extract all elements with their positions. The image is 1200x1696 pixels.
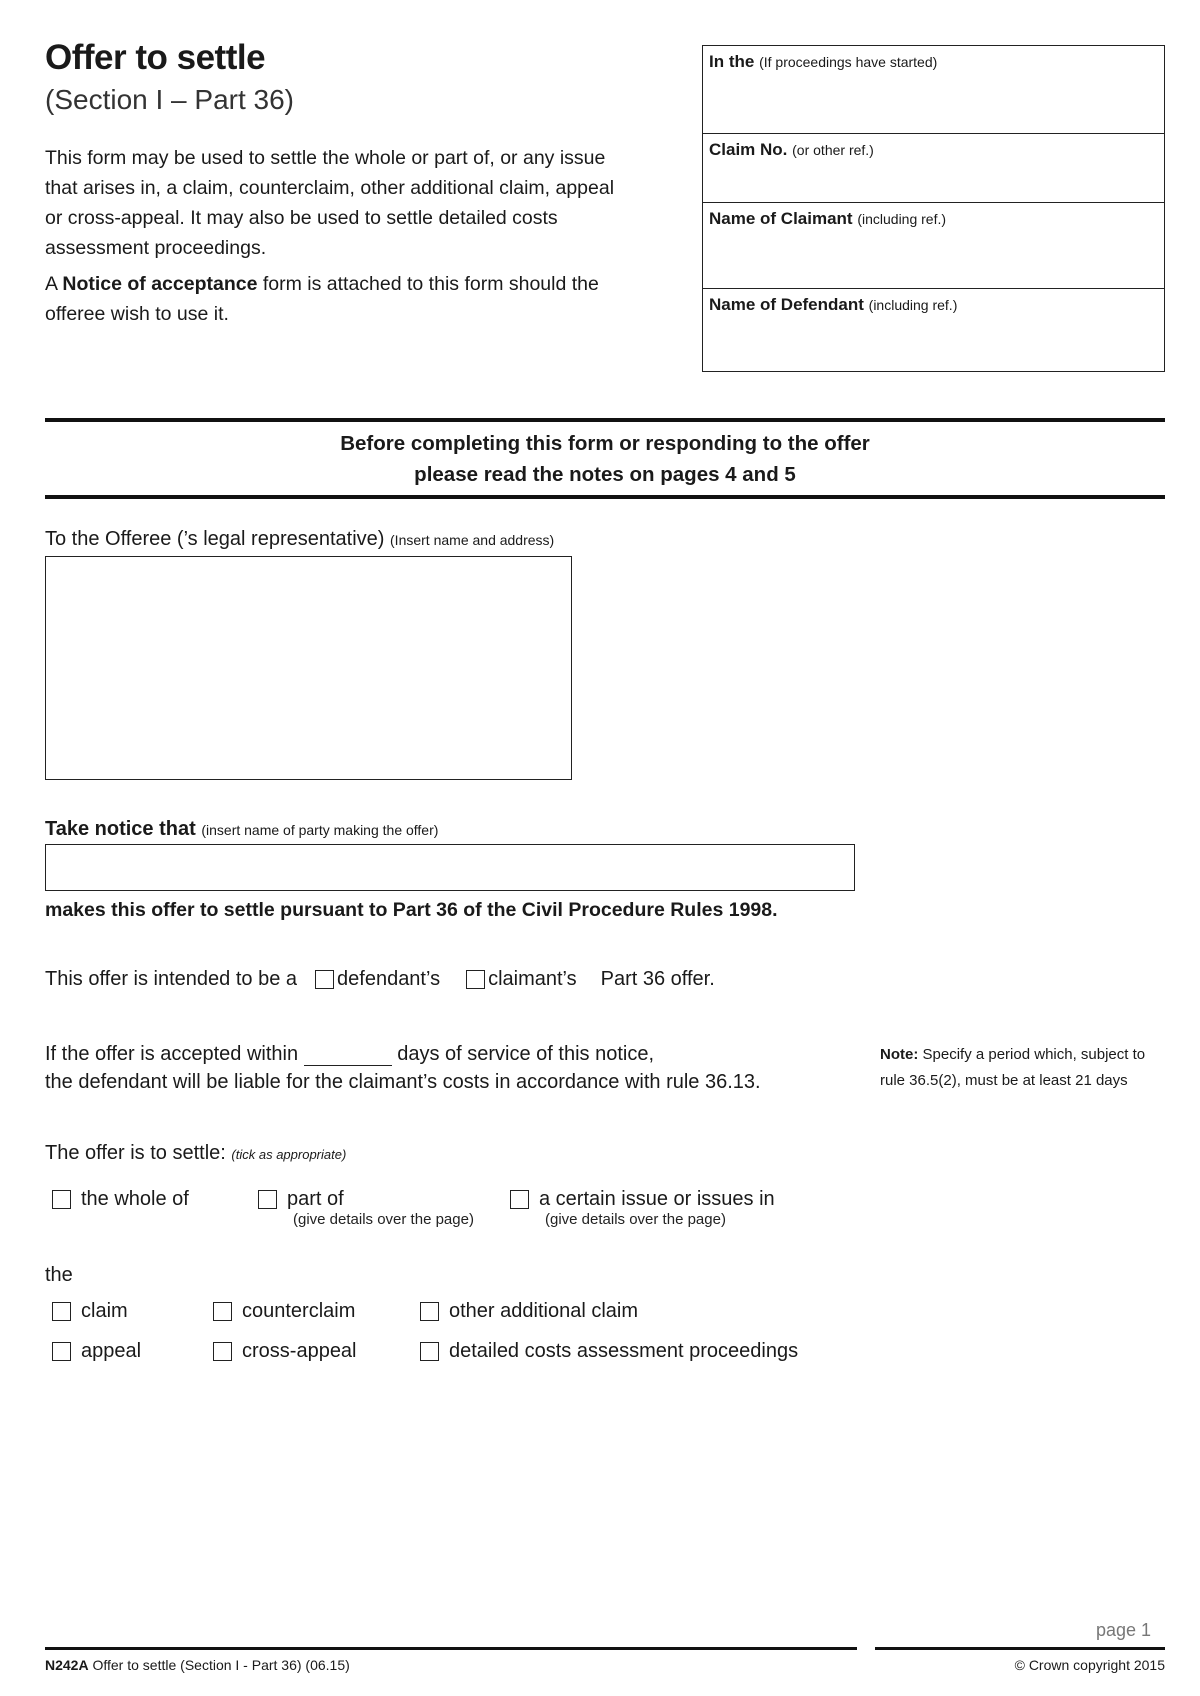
banner-line-1: Before completing this form or responding to the offer bbox=[340, 432, 870, 455]
offeree-address-input[interactable] bbox=[45, 556, 572, 780]
part-of-label: part of bbox=[287, 1188, 344, 1210]
page-title: Offer to settle bbox=[45, 38, 266, 77]
ref-hint-claim-no: (or other ref.) bbox=[792, 142, 874, 158]
take-notice-label-line bbox=[45, 818, 438, 841]
ref-row-defendant bbox=[703, 288, 1164, 373]
ref-hint-defendant: (including ref.) bbox=[868, 297, 958, 313]
acceptance-line-1 bbox=[45, 1040, 761, 1068]
offeree-label: To the Offeree (’s legal representative) bbox=[45, 528, 385, 550]
other-additional-claim-checkbox[interactable] bbox=[420, 1302, 439, 1321]
claimant-name-input[interactable] bbox=[709, 235, 1162, 265]
settle-label: The offer is to settle: bbox=[45, 1142, 226, 1164]
counterclaim-checkbox[interactable] bbox=[213, 1302, 232, 1321]
form-title: Offer to settle (Section I - Part 36) (06.15) bbox=[92, 1657, 350, 1673]
acceptance-line-2: the defendant will be liable for the claimant’s costs in accordance with rule 36.13. bbox=[45, 1071, 761, 1093]
ref-row-claimant bbox=[703, 202, 1164, 288]
claimant-offer-checkbox[interactable] bbox=[466, 970, 485, 989]
acceptance-days-input[interactable] bbox=[304, 1044, 392, 1066]
ref-label-court: In the bbox=[709, 52, 755, 71]
take-notice-hint: (insert name of party making the offer) bbox=[201, 822, 439, 838]
ref-label-claimant: Name of Claimant bbox=[709, 209, 853, 228]
other-additional-claim-label: other additional claim bbox=[449, 1300, 638, 1322]
appeal-label: appeal bbox=[81, 1340, 142, 1362]
ref-label-defendant: Name of Defendant bbox=[709, 295, 864, 314]
claim-checkbox[interactable] bbox=[52, 1302, 71, 1321]
acceptance-prefix: If the offer is accepted within bbox=[45, 1043, 299, 1065]
claim-label: claim bbox=[81, 1300, 128, 1322]
scope-option-part bbox=[258, 1188, 474, 1228]
cross-appeal-option bbox=[213, 1340, 357, 1363]
court-input[interactable] bbox=[709, 78, 1162, 108]
whole-of-label: the whole of bbox=[81, 1188, 189, 1210]
offeree-hint: (Insert name and address) bbox=[390, 532, 555, 548]
copyright: © Crown copyright 2015 bbox=[1014, 1657, 1165, 1673]
banner-bottom-rule bbox=[45, 495, 1165, 499]
take-notice-label: Take notice that bbox=[45, 818, 196, 840]
banner-notice bbox=[45, 428, 1165, 490]
footer-form-id bbox=[45, 1657, 350, 1673]
cross-appeal-checkbox[interactable] bbox=[213, 1342, 232, 1361]
settle-hint: (tick as appropriate) bbox=[231, 1147, 347, 1162]
ref-hint-court: (If proceedings have started) bbox=[759, 54, 938, 70]
claim-no-input[interactable] bbox=[709, 166, 1162, 196]
part-of-checkbox[interactable] bbox=[258, 1190, 277, 1209]
ref-label-claim-no: Claim No. bbox=[709, 140, 788, 159]
footer-rule-right bbox=[875, 1647, 1165, 1650]
offering-party-input[interactable] bbox=[45, 844, 855, 891]
notice-paragraph bbox=[45, 269, 615, 329]
the-label: the bbox=[45, 1264, 73, 1286]
claim-option bbox=[52, 1300, 128, 1323]
acceptance-text bbox=[45, 1040, 761, 1096]
acceptance-note bbox=[880, 1042, 1165, 1094]
footer-rule-left bbox=[45, 1647, 857, 1650]
defendant-offer-checkbox[interactable] bbox=[315, 970, 334, 989]
scope-option-issue bbox=[510, 1188, 775, 1228]
note-text: Specify a period which, subject to rule 36.5(2), must be at least 21 days bbox=[880, 1046, 1146, 1089]
appeal-checkbox[interactable] bbox=[52, 1342, 71, 1361]
detailed-costs-checkbox[interactable] bbox=[420, 1342, 439, 1361]
detailed-costs-option bbox=[420, 1340, 798, 1363]
counterclaim-option bbox=[213, 1300, 355, 1323]
notice-of-acceptance-link-text: Notice of acceptance bbox=[62, 273, 258, 295]
form-code: N242A bbox=[45, 1657, 89, 1673]
scope-option-whole bbox=[52, 1188, 189, 1211]
reference-box bbox=[702, 45, 1165, 372]
whole-of-checkbox[interactable] bbox=[52, 1190, 71, 1209]
intended-prefix: This offer is intended to be a bbox=[45, 968, 298, 990]
offeree-label-line bbox=[45, 528, 554, 551]
intended-offer-row bbox=[45, 968, 715, 991]
intended-suffix: Part 36 offer. bbox=[600, 968, 715, 990]
part-of-hint: (give details over the page) bbox=[293, 1211, 474, 1228]
banner-top-rule bbox=[45, 418, 1165, 422]
ref-row-claim-no bbox=[703, 133, 1164, 202]
appeal-option bbox=[52, 1340, 141, 1363]
banner-line-2: please read the notes on pages 4 and 5 bbox=[414, 463, 796, 486]
counterclaim-label: counterclaim bbox=[242, 1300, 356, 1322]
certain-issue-checkbox[interactable] bbox=[510, 1190, 529, 1209]
detailed-costs-label: detailed costs assessment proceedings bbox=[449, 1340, 799, 1362]
notice-prefix: A bbox=[45, 273, 63, 295]
defendant-name-input[interactable] bbox=[709, 321, 1162, 351]
ref-row-court bbox=[703, 46, 1164, 133]
page-subtitle: (Section I – Part 36) bbox=[45, 84, 295, 115]
other-additional-claim-option bbox=[420, 1300, 638, 1323]
acceptance-suffix: days of service of this notice, bbox=[397, 1043, 655, 1065]
notice-suffix: form is attached to this form should the offeree wish to use it. bbox=[45, 273, 599, 325]
ref-hint-claimant: (including ref.) bbox=[857, 211, 947, 227]
certain-issue-label: a certain issue or issues in bbox=[539, 1188, 775, 1210]
take-notice-statement: makes this offer to settle pursuant to Part 36 of the Civil Procedure Rules 1998. bbox=[45, 899, 778, 921]
intro-text bbox=[45, 143, 615, 335]
defendant-offer-label: defendant’s bbox=[337, 968, 441, 990]
cross-appeal-label: cross-appeal bbox=[242, 1340, 357, 1362]
settle-label-line bbox=[45, 1142, 346, 1165]
note-label: Note: bbox=[880, 1046, 919, 1063]
page-number: page 1 bbox=[1096, 1620, 1152, 1640]
claimant-offer-label: claimant’s bbox=[488, 968, 577, 990]
intro-paragraph: This form may be used to settle the whole or part of, or any issue that arises in, a claim, counterclaim, other additional claim, appeal or cross-appeal. It may also be used to settle detailed costs assessment proceedings. bbox=[45, 147, 615, 259]
certain-issue-hint: (give details over the page) bbox=[545, 1211, 726, 1228]
